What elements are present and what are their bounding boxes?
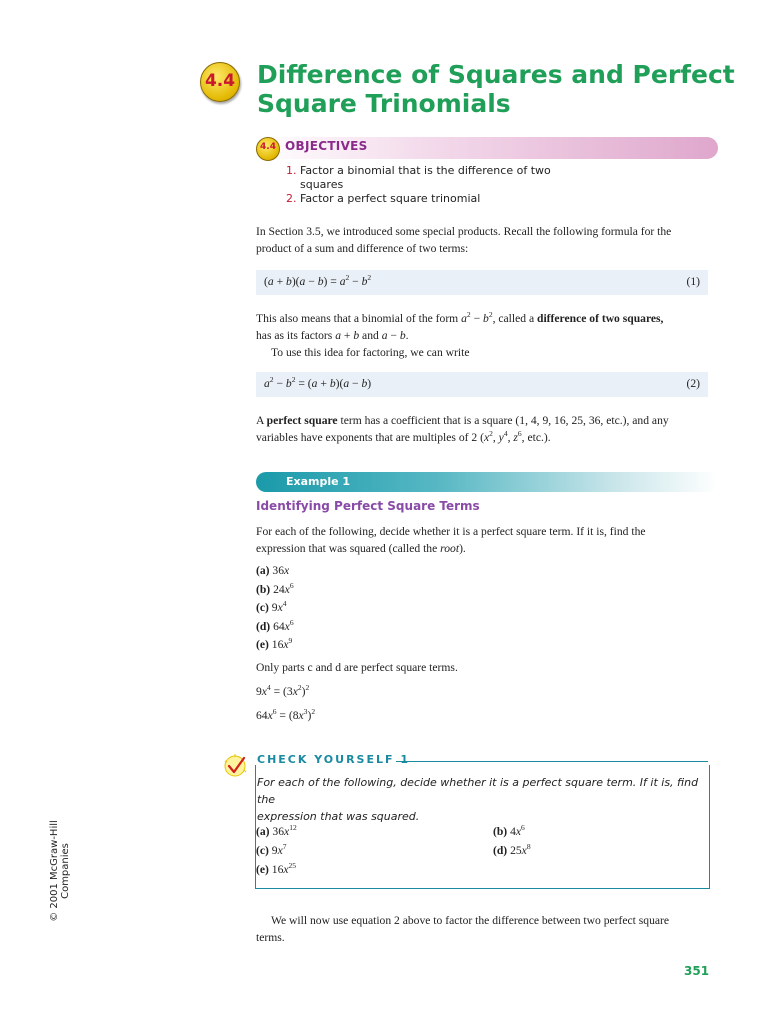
- example-part: (e) $16x^9$: [256, 636, 293, 651]
- equation-1-formula: $(a + b)(a - b) = a^2 - b^2$: [264, 273, 372, 288]
- objective-item: 1. Factor a binomial that is the difference of two: [286, 164, 551, 177]
- solution-1: $9x^4 = (3x^2)^2$: [256, 683, 310, 698]
- closing-paragraph: We will now use equation 2 above to factor the difference between two perfect square terms.: [256, 914, 670, 944]
- equation-1: [256, 270, 708, 295]
- equation-2: [256, 372, 708, 397]
- check-yourself-instructions: For each of the following, decide whether it is a perfect square term. If it is, find the expression that was squared.: [257, 776, 699, 823]
- example-part: (d) $64x^6$: [256, 617, 294, 633]
- check-part: (e) $16x^{25}$: [256, 861, 297, 876]
- intro-paragraph: In Section 3.5, we introduced some special products. Recall the following formula for the product of a sum and difference of two terms:: [256, 225, 672, 255]
- example-label: Example 1: [286, 475, 351, 488]
- example-parts: [256, 562, 294, 655]
- objectives-badge: 4.4: [256, 137, 280, 161]
- check-yourself-rule: [396, 761, 708, 762]
- example-part: (b) $24x^6$: [256, 580, 294, 596]
- check-parts-left: [256, 822, 297, 879]
- check-part: (c) $9x^7$: [256, 842, 287, 857]
- title-line-1: Difference of Squares and Perfect: [257, 60, 735, 89]
- check-part: (b) $4x^6$: [493, 823, 525, 838]
- example-part: (a) 36x: [256, 564, 290, 577]
- title-line-2: Square Trinomials: [257, 89, 511, 118]
- objective-item: 2. Factor a perfect square trinomial: [286, 192, 481, 205]
- example-part: (c) $9x^4$: [256, 599, 287, 614]
- equation-1-number: (1): [686, 275, 700, 288]
- equation-2-number: (2): [686, 377, 700, 390]
- perfect-square-paragraph: A perfect square term has a coefficient that is a square (1, 4, 9, 16, 25, 36, etc.), and any variables have exponents that are multiples of 2 ($x^2$, $y^4$, $z^6$, etc.).: [256, 414, 669, 444]
- page-title: [257, 60, 735, 118]
- section-number: 4.4: [204, 71, 236, 91]
- check-part: (a) $36x^{12}$: [256, 823, 297, 838]
- example-instructions: For each of the following, decide whether it is a perfect square term. If it is, find the expression that was squared (called the root).: [256, 525, 646, 555]
- equation-2-formula: $a^2 - b^2 = (a + b)(a - b)$: [264, 375, 372, 390]
- difference-paragraph: This also means that a binomial of the form $a^2 - b^2$, called a difference of two squares, has as its factors a + b and a − b. To use this idea for factoring, we can write: [256, 310, 664, 359]
- page-number: 351: [684, 964, 710, 978]
- copyright-notice: © 2001 McGraw-Hill Companies: [49, 820, 71, 922]
- section-badge: [200, 62, 240, 102]
- objective-item-cont: squares: [300, 178, 344, 191]
- objectives-heading: OBJECTIVES: [285, 139, 368, 153]
- checkmark-icon: [222, 752, 250, 778]
- check-yourself-title: CHECK YOURSELF 1: [257, 753, 410, 766]
- example-conclusion: Only parts c and d are perfect square terms.: [256, 661, 458, 674]
- check-part: (d) $25x^8$: [493, 842, 531, 857]
- solution-2: $64x^6 = (8x^3)^2$: [256, 707, 316, 722]
- example-subtitle: Identifying Perfect Square Terms: [256, 499, 480, 513]
- check-parts-right: [493, 822, 531, 860]
- objectives-list: [286, 164, 551, 206]
